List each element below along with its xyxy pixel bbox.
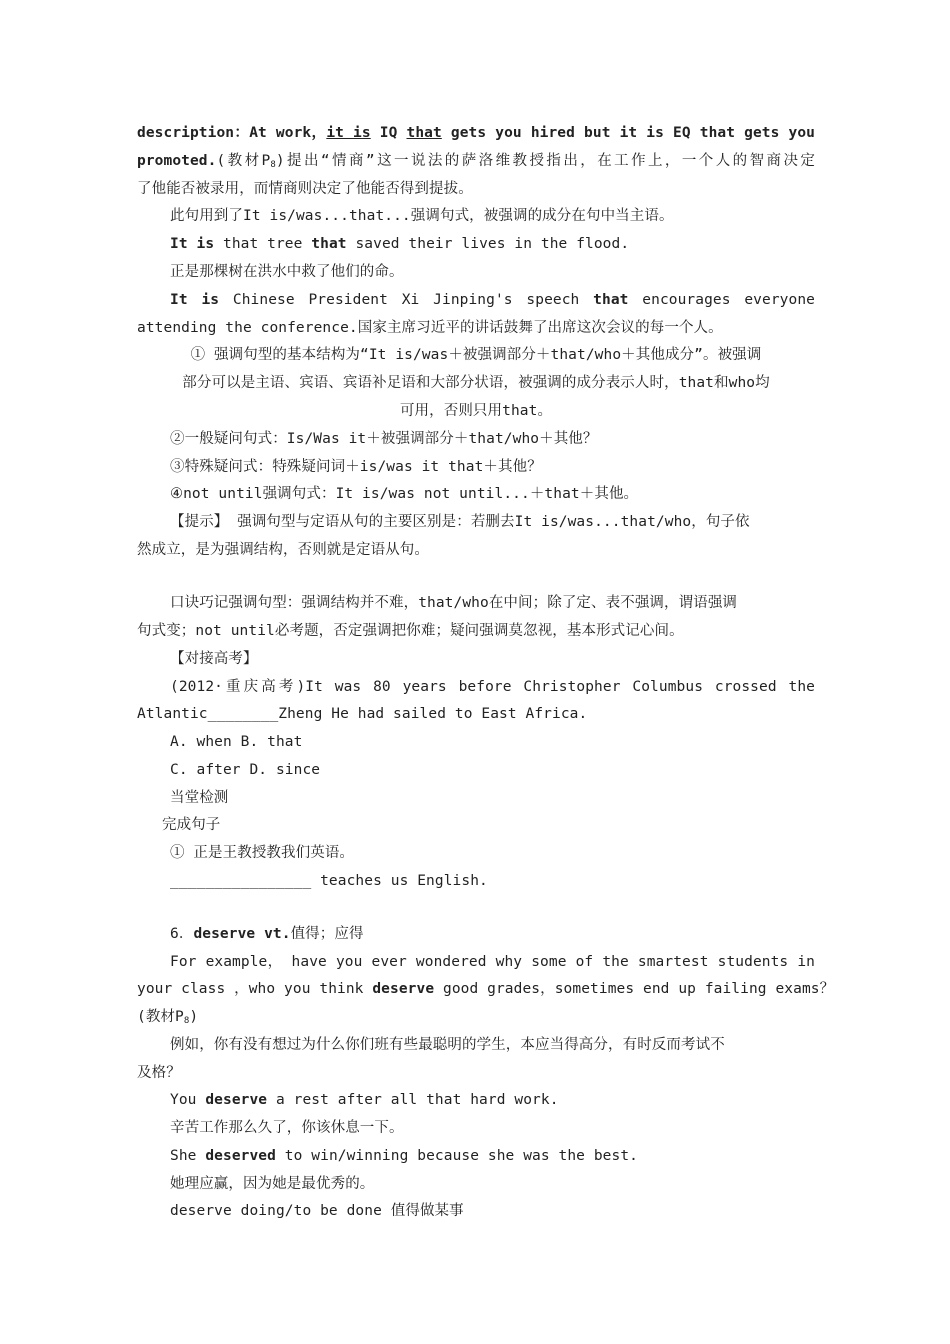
underlined-it-is: it is [326, 125, 371, 141]
gaokao-options-cd: C. after D. since [170, 762, 321, 778]
gaokao-question-line-1: (2012·重庆高考)It was 80 years before Christopher Columbus crossed the [170, 679, 815, 695]
exercise-prompt: ① 正是王教授教我们英语。 [170, 845, 355, 861]
textbook-example-line-2: your class ，who you think deserve good grades，sometimes end up failing exams？ [137, 981, 835, 997]
example-sentence-2: It is Chinese President Xi Jinping's speech that encourages everyone [170, 292, 815, 308]
check-heading: 当堂检测 [170, 790, 229, 806]
note-1-line-3: 可用，否则只用that。 [399, 403, 553, 419]
note-2: ②一般疑问句式：Is/Was it＋被强调部分＋that/who＋其他？ [170, 431, 598, 447]
example-sentence-3: You deserve a rest after all that hard work. [170, 1092, 559, 1108]
note-3: ③特殊疑问式：特殊疑问词＋is/was it that＋其他？ [170, 459, 542, 475]
tip-line-1: 【提示】 强调句型与定语从句的主要区别是：若删去It is/was...that/who，句子依 [170, 514, 750, 530]
exercise-blank-line: ________________ teaches us English. [170, 873, 488, 889]
gaokao-heading: 【对接高考】 [170, 651, 258, 667]
note-4: ④not until强调句式：It is/was not until...＋that＋其他。 [170, 486, 639, 502]
textbook-example-line-1: For example， have you ever wondered why some of the smartest students in [170, 954, 815, 970]
gaokao-options-ab: A. when B. that [170, 734, 303, 750]
mnemonic-line-1: 口诀巧记强调句型：强调结构并不难，that/who在中间；除了定、表不强调，谓语强调 [170, 595, 738, 611]
usage-note: deserve doing/to be done 值得做某事 [170, 1203, 464, 1219]
textbook-reference: (教材$P_8$) [137, 1009, 199, 1026]
passage-line-2: promoted.(教材$P_8$)提出“情商”这一说法的萨洛维教授指出，在工作上，一个人的智商决定 [137, 153, 815, 170]
example-sentence-2-cont: attending the conference.国家主席习近平的讲话鼓舞了出席这次会议的每一个人。 [137, 320, 723, 336]
passage-line-1: description：At work，it is IQ that gets you hired but it is EQ that gets you [137, 125, 816, 141]
textbook-translation-line-2: 及格？ [137, 1065, 181, 1081]
tip-line-2: 然成立，是为强调结构，否则就是定语从句。 [137, 542, 429, 558]
note-1-line-1: ① 强调句型的基本结构为“It is/was＋被强调部分＋that/who＋其他成分”。被强调 [190, 347, 762, 363]
mnemonic-line-2: 句式变；not until必考题，否定强调把你难；疑问强调莫忽视，基本形式记心间。 [137, 623, 684, 639]
example-translation-1: 正是那棵树在洪水中救了他们的命。 [170, 264, 404, 280]
explanation-line: 此句用到了It is/was...that...强调句式，被强调的成分在句中当主语。 [170, 208, 674, 224]
section-6-heading: 6．deserve vt.值得；应得 [170, 926, 364, 942]
complete-sentence-heading: 完成句子 [162, 817, 221, 833]
gaokao-question-line-2: Atlantic________Zheng He had sailed to East Africa. [137, 706, 588, 722]
textbook-translation-line-1: 例如，你有没有想过为什么你们班有些最聪明的学生，本应当得高分，有时反而考试不 [170, 1037, 725, 1053]
example-translation-3: 辛苦工作那么久了，你该休息一下。 [170, 1120, 404, 1136]
example-sentence-4: She deserved to win/winning because she was the best. [170, 1148, 638, 1164]
example-sentence-1: It is that tree that saved their lives in the flood. [170, 236, 630, 252]
example-translation-4: 她理应赢，因为她是最优秀的。 [170, 1176, 375, 1192]
passage-line-3: 了他能否被录用，而情商则决定了他能否得到提拔。 [137, 181, 473, 197]
underlined-that: that [406, 125, 442, 141]
note-1-line-2: 部分可以是主语、宾语、宾语补足语和大部分状语，被强调的成分表示人时，that和who均 [182, 375, 770, 391]
